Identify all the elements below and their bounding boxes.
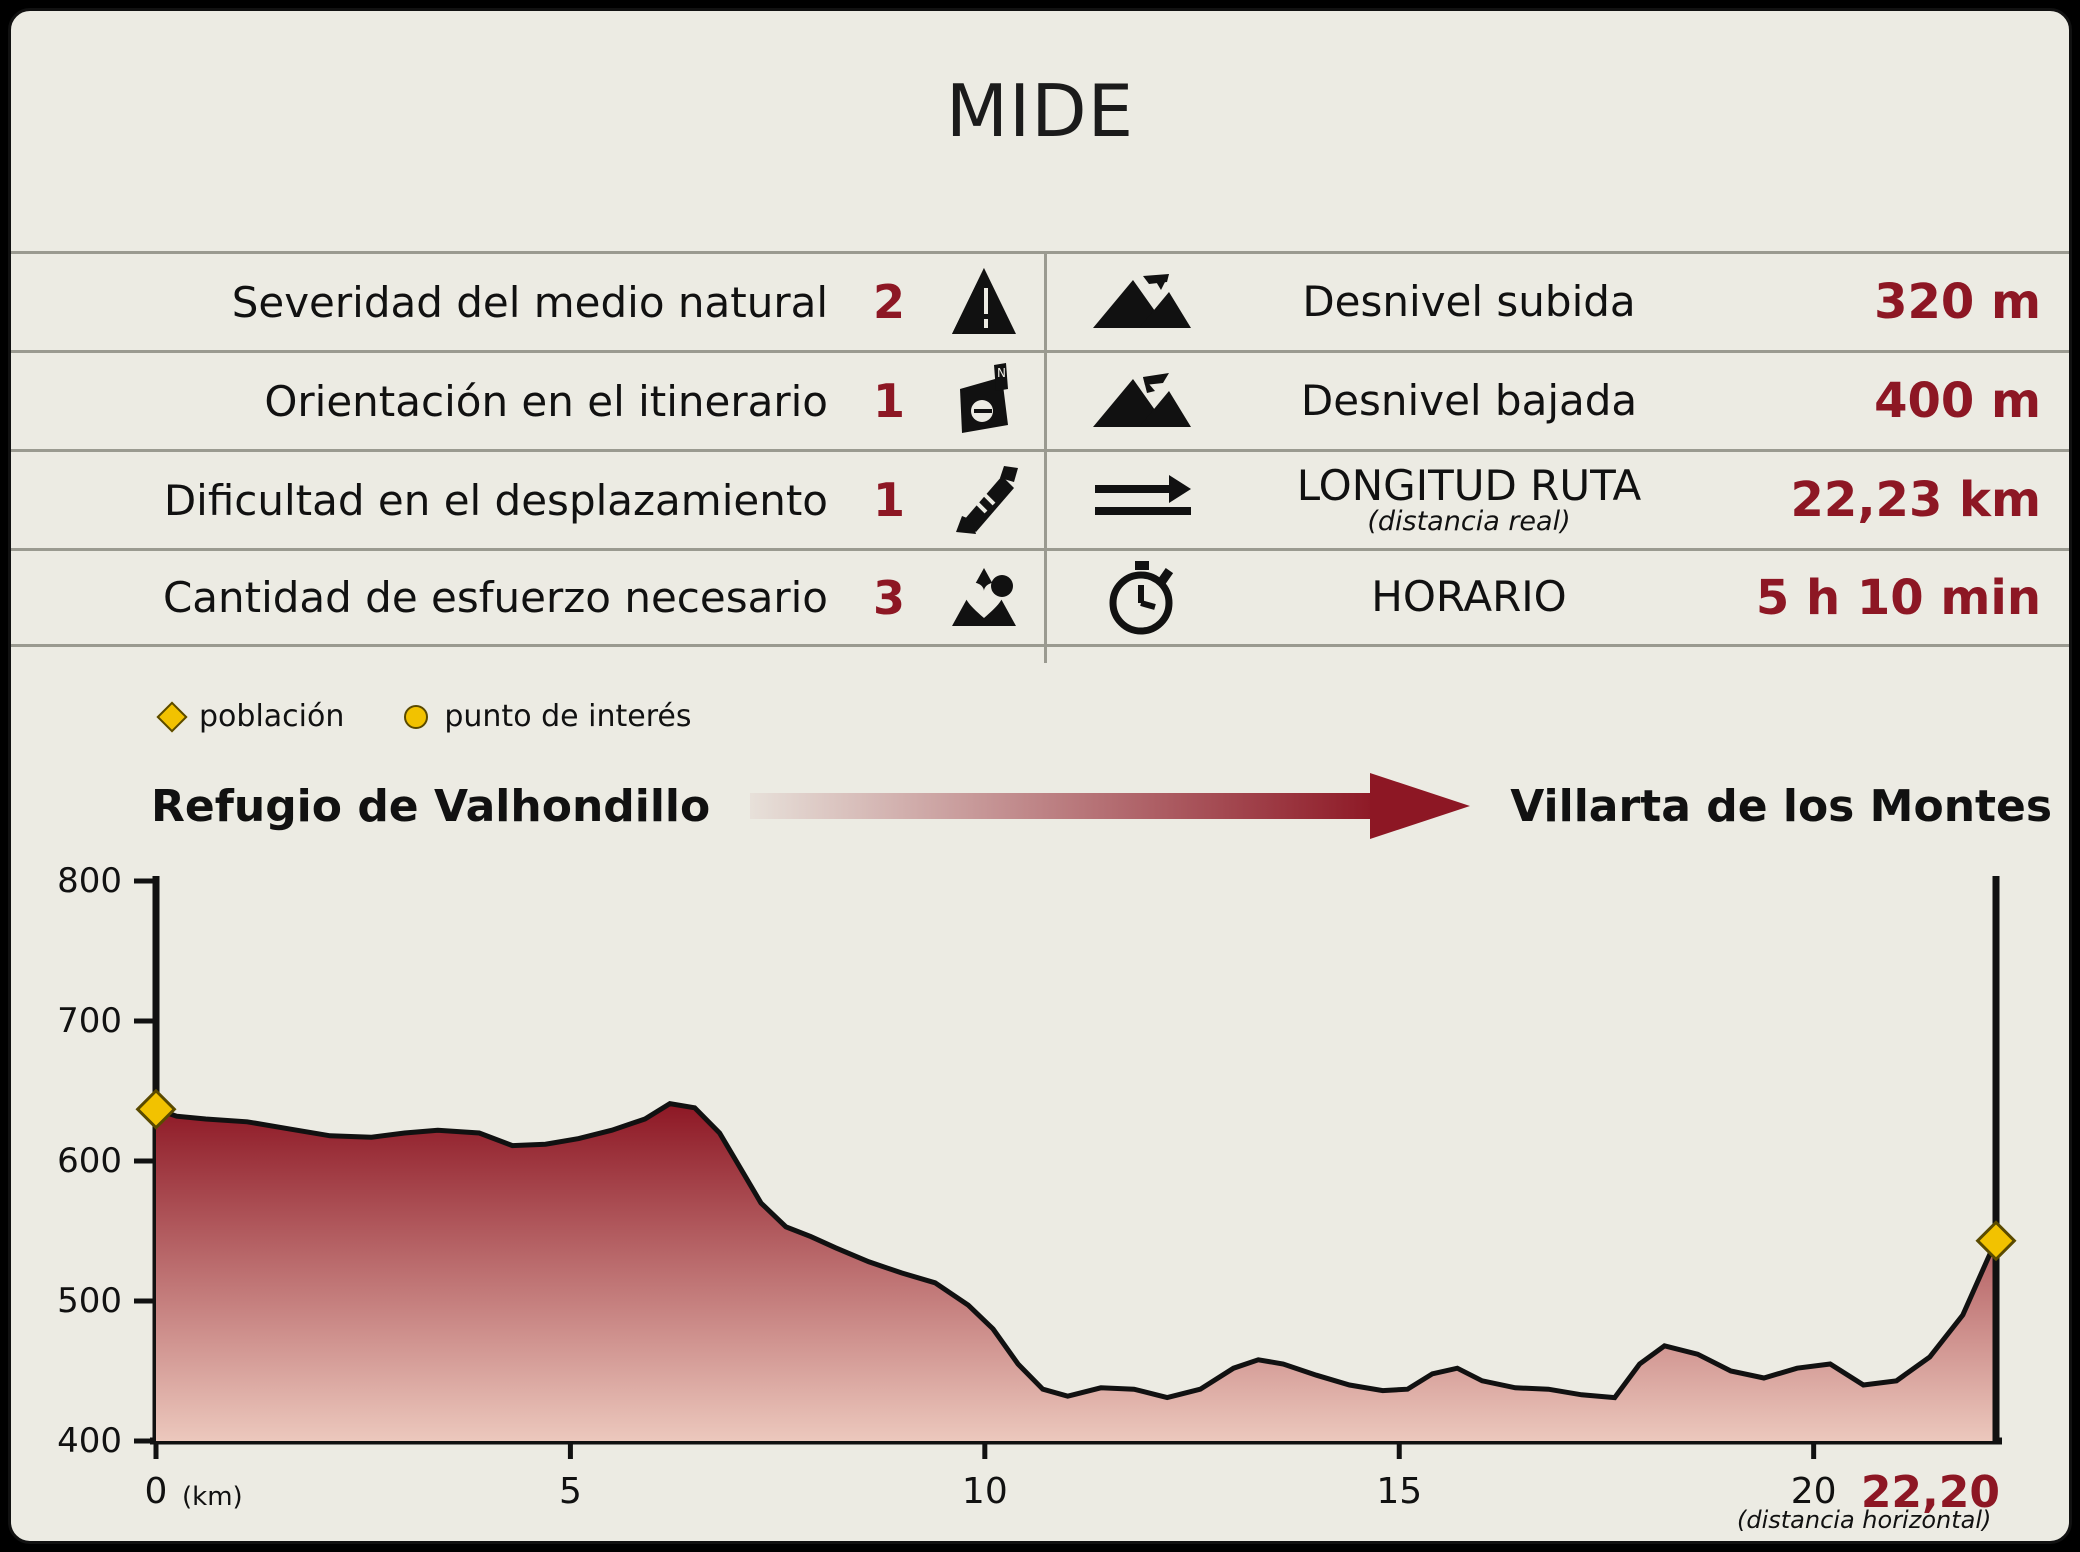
- criterion-value: 3: [872, 570, 905, 625]
- criterion-label: Severidad del medio natural: [231, 277, 828, 327]
- elevation-profile-chart: [11, 851, 2072, 1541]
- x-axis-labels: [145, 1467, 2000, 1518]
- svg-text:5: 5: [558, 1471, 582, 1512]
- criterion-value: 1: [872, 473, 905, 527]
- route-start-label: Refugio de Valhondillo: [151, 780, 711, 832]
- metric-label: Desnivel subida: [1302, 276, 1636, 326]
- page-title: MIDE: [945, 69, 1135, 153]
- compass-map-icon: [924, 359, 1044, 443]
- x-axis-note: (distancia horizontal): [1737, 1506, 1992, 1534]
- svg-text:10: 10: [961, 1471, 1008, 1512]
- metric-sublabel: (distancia real): [1367, 505, 1571, 537]
- route-end-label: Villarta de los Montes: [1510, 780, 2053, 832]
- poi-marker-icon: [404, 705, 428, 729]
- y-axis-labels: [57, 861, 122, 1461]
- metric-value: 400 m: [1874, 373, 2041, 429]
- legend-label: punto de interés: [444, 699, 692, 734]
- svg-text:(km): (km): [182, 1482, 243, 1512]
- svg-text:700: 700: [57, 1001, 122, 1041]
- svg-text:800: 800: [57, 861, 122, 901]
- metrics-table: [1047, 251, 2072, 663]
- boot-icon: [924, 458, 1044, 542]
- mide-card: [8, 8, 2072, 1544]
- table-row: [11, 548, 1044, 647]
- metric-label: HORARIO: [1371, 572, 1567, 622]
- table-row: [1047, 449, 2072, 548]
- legend-item-punto-interes: [404, 699, 691, 734]
- population-marker-icon: [156, 701, 187, 732]
- metric-label: Desnivel bajada: [1300, 375, 1638, 425]
- metric-value: 5 h 10 min: [1755, 569, 2041, 626]
- svg-text:0: 0: [144, 1471, 168, 1512]
- criterion-label: Orientación en el itinerario: [264, 376, 828, 426]
- criterion-value: 1: [872, 374, 905, 428]
- criterion-label: Cantidad de esfuerzo necesario: [162, 573, 828, 622]
- svg-text:400: 400: [57, 1421, 122, 1461]
- profile-plot: [134, 876, 2014, 1459]
- chart-legend: [161, 699, 691, 734]
- table-row: [1047, 251, 2072, 350]
- metric-label: [1217, 460, 1721, 537]
- metric-label-text: LONGITUD RUTA: [1296, 460, 1642, 510]
- table-row: [11, 251, 1044, 350]
- warning-triangle-icon: [924, 262, 1044, 342]
- legend-label: población: [199, 699, 345, 734]
- svg-text:500: 500: [57, 1281, 122, 1321]
- mide-tables: [11, 251, 2072, 663]
- route-endpoints: [11, 771, 2072, 841]
- table-row: [1047, 548, 2072, 647]
- svg-text:600: 600: [57, 1141, 122, 1181]
- table-row: [11, 449, 1044, 548]
- table-row: [1047, 350, 2072, 449]
- legend-item-poblacion: [161, 699, 344, 734]
- svg-text:N: N: [997, 366, 1006, 380]
- mountain-down-icon: [1047, 369, 1217, 433]
- stopwatch-icon: [1047, 555, 1217, 641]
- metric-value: 320 m: [1874, 274, 2041, 330]
- direction-arrow-icon: [710, 771, 1510, 841]
- table-row: [11, 350, 1044, 449]
- svg-text:22,20: 22,20: [1860, 1467, 2000, 1518]
- criterion-value: 2: [872, 275, 905, 329]
- chart-marker: [1978, 1222, 2015, 1259]
- heart-icon: [924, 556, 1044, 640]
- mountain-up-icon: [1047, 270, 1217, 334]
- svg-text:15: 15: [1376, 1471, 1423, 1512]
- criteria-table: [11, 251, 1047, 663]
- svg-text:20: 20: [1790, 1471, 1837, 1512]
- metric-value: 22,23 km: [1790, 472, 2041, 528]
- arrow-length-icon: [1047, 471, 1217, 529]
- criterion-label: Dificultad en el desplazamiento: [163, 475, 828, 525]
- profile-svg: [11, 851, 2072, 1541]
